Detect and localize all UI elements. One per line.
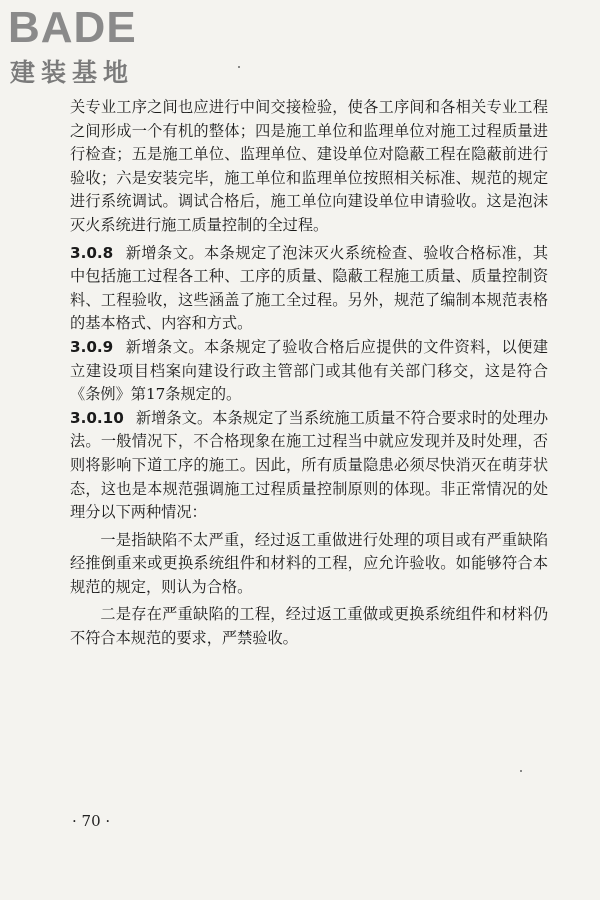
logo-wordmark: BADE	[8, 3, 137, 52]
logo-tagline: 建装基地	[10, 58, 135, 87]
clause-3-0-10	[70, 407, 548, 525]
page-number: · 70 ·	[72, 812, 111, 830]
clause-number: 3.0.9	[70, 337, 114, 356]
paragraph-continuation: 关专业工序之间也应进行中间交接检验，使各工序间和各相关专业工程之间形成一个有机的整体；四是施工单位和监理单位对施工过程质量进行检查；五是施工单位、监理单位、建设单位对隐蔽工程在隐蔽前进行验收；六是安装完毕，施工单位和监理单位按照相关标准、规范的规定进行系统调试。调试合格后，施工单位向建设单位申请验收。这是泡沫灭火系统进行施工质量控制的全过程。	[70, 98, 548, 234]
case-two: 二是存在严重缺陷的工程，经过返工重做或更换系统组件和材料仍不符合本规范的要求，严禁验收。	[70, 605, 548, 648]
logo	[8, 4, 178, 90]
scan-speck	[238, 66, 240, 68]
scan-speck	[520, 770, 522, 772]
clause-text: 新增条文。本条规定了泡沫灭火系统检查、验收合格标准，其中包括施工过程各工种、工序的质量、隐蔽工程施工质量、质量控制资料、工程验收，这些涵盖了施工全过程。另外，规范了编制本规范表格的基本格式、内容和方式。	[70, 243, 548, 333]
case-one: 一是指缺陷不太严重，经过返工重做进行处理的项目或有严重缺陷经推倒重来或更换系统组件和材料的工程，应允许验收。如能够符合本规范的规定，则认为合格。	[70, 530, 548, 596]
clause-3-0-8	[70, 242, 548, 336]
clause-number: 3.0.10	[70, 408, 124, 427]
document-body	[70, 96, 548, 651]
clause-text: 新增条文。本条规定了验收合格后应提供的文件资料，以便建立建设项目档案向建设行政主管部门或其他有关部门移交，这是符合《条例》第17条规定的。	[70, 337, 548, 404]
clause-number: 3.0.8	[70, 243, 114, 262]
clause-3-0-9	[70, 336, 548, 407]
clause-text: 新增条文。本条规定了当系统施工质量不符合要求时的处理办法。一般情况下，不合格现象在施工过程当中就应发现并及时处理，否则将影响下道工序的施工。因此，所有质量隐患必须尽快消灭在萌芽状态，这也是本规范强调施工过程质量控制原则的体现。非正常情况的处理分以下两种情况：	[70, 408, 548, 522]
